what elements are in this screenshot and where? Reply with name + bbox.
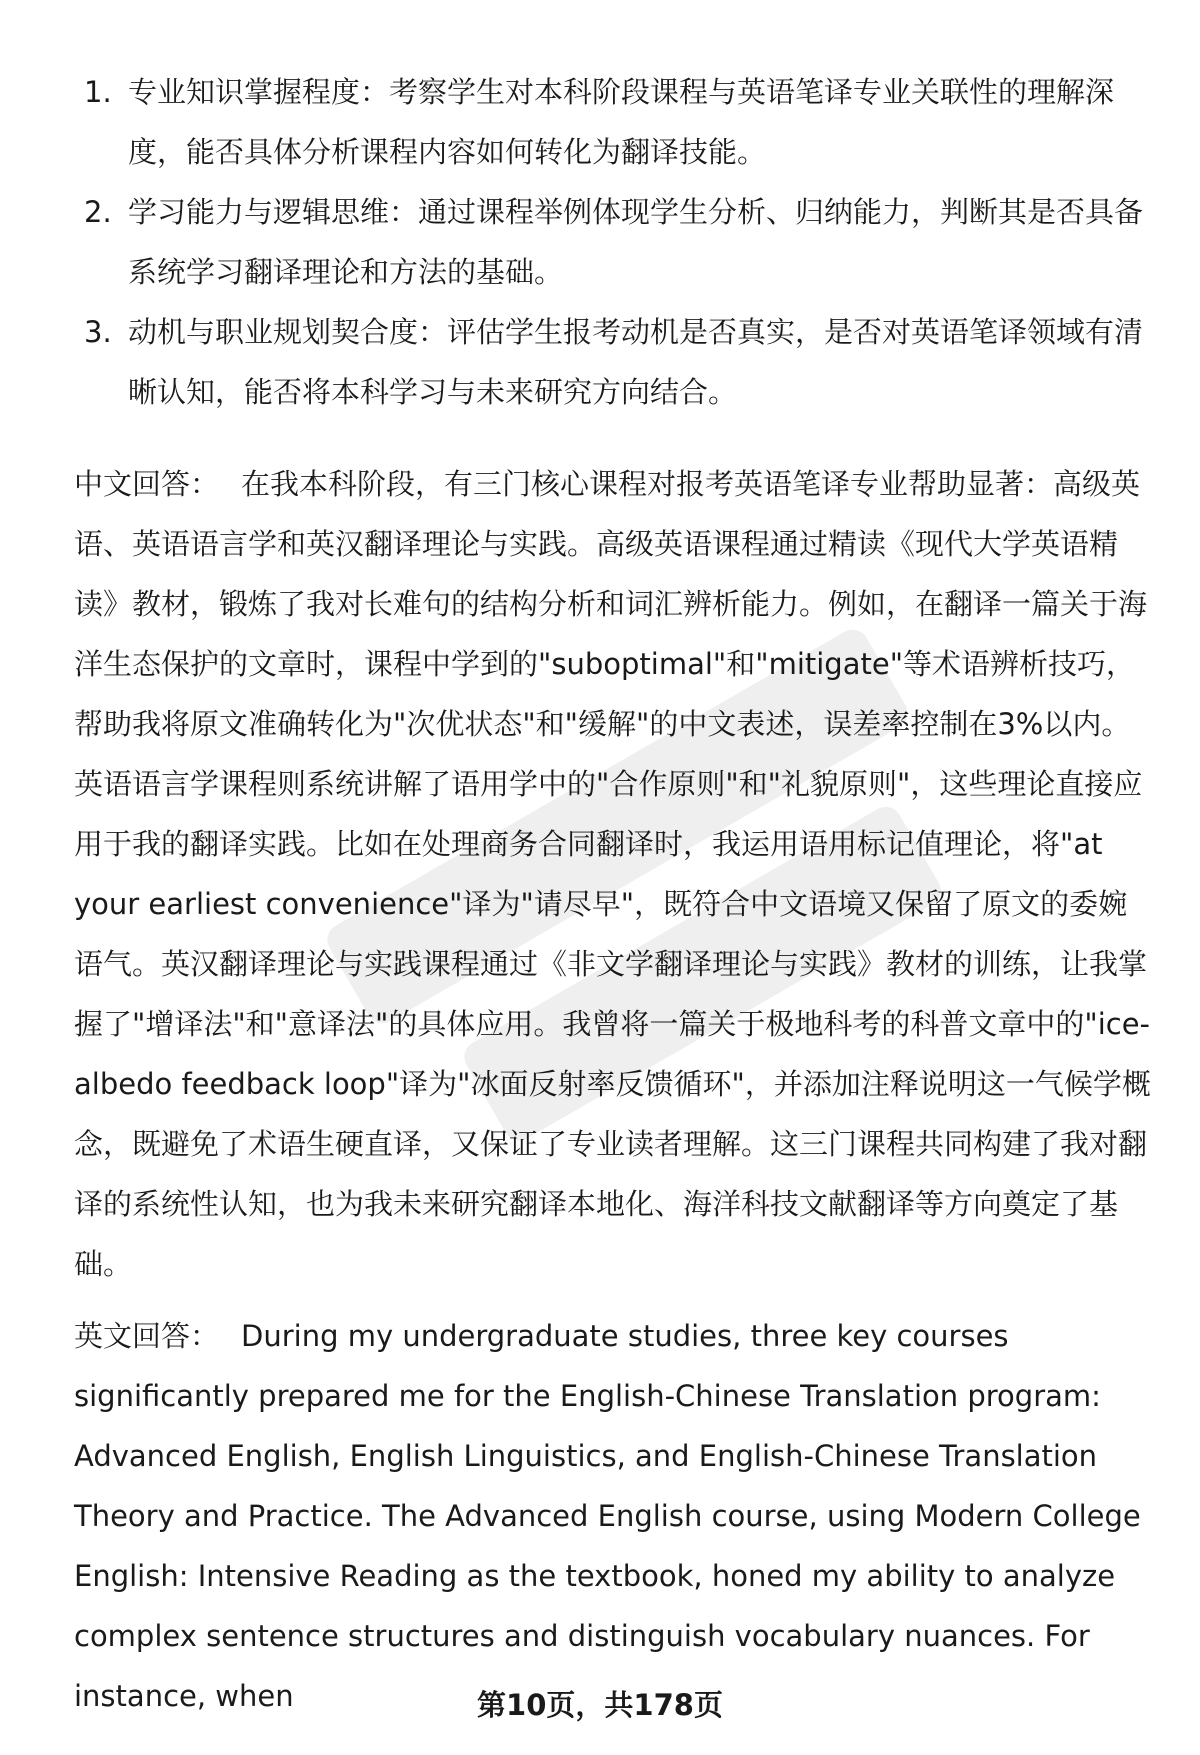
- chinese-answer-text: 在我本科阶段，有三门核心课程对报考英语笔译专业帮助显著：高级英语、英语语言学和英汉翻译理论与实践。高级英语课程通过精读《现代大学英语精读》教材，锻炼了我对长难句的结构分析和词汇辨析能力。例如，在翻译一篇关于海洋生态保护的文章时，课程中学到的"suboptimal"和"mitigate"等术语辨析技巧，帮助我将原文准确转化为"次优状态"和"缓解"的中文表述，误差率控制在3%以内。英语语言学课程则系统讲解了语用学中的"合作原则"和"礼貌原则"，这些理论直接应用于我的翻译实践。比如在处理商务合同翻译时，我运用语用标记值理论，将"at your earliest convenience"译为"请尽早"，既符合中文语境又保留了原文的委婉语气。英汉翻译理论与实践课程通过《非文学翻译理论与实践》教材的训练，让我掌握了"增译法"和"意译法"的具体应用。我曾将一篇关于极地科考的科普文章中的"ice-albedo feedback loop"译为"冰面反射率反馈循环"，并添加注释说明这一气候学概念，既避免了术语生硬直译，又保证了专业读者理解。这三门课程共同构建了我对翻译的系统性认知，也为我未来研究翻译本地化、海洋科技文献翻译等方向奠定了基础。: [74, 467, 1151, 1281]
- criteria-number: 2.: [84, 195, 112, 229]
- chinese-answer-label: 中文回答：: [74, 467, 220, 501]
- page-number-footer: 第10页，共178页: [477, 1688, 723, 1722]
- criteria-number: 3.: [84, 315, 112, 349]
- criteria-text: 专业知识掌握程度：考察学生对本科阶段课程与英语笔译专业关联性的理解深度，能否具体分析课程内容如何转化为翻译技能。: [128, 75, 1115, 169]
- criteria-number: 1.: [84, 75, 112, 109]
- criteria-text: 学习能力与逻辑思维：通过课程举例体现学生分析、归纳能力，判断其是否具备系统学习翻译理论和方法的基础。: [128, 195, 1144, 289]
- chinese-answer-paragraph: [74, 454, 1154, 1294]
- criteria-list: [84, 62, 1144, 422]
- criteria-item-3: [84, 302, 1144, 422]
- english-answer-text: During my undergraduate studies, three key courses significantly prepared me for the English-Chinese Translation program: Advanced English, English Linguistics, and English-Chinese Translation Theory and Practice. The Advanced English course, using Modern College English: Intensive Reading as the textbook, honed my ability to analyze complex sentence structures and distinguish vocabulary nuances. For instance, when: [74, 1319, 1141, 1713]
- criteria-item-2: [84, 182, 1144, 302]
- criteria-text: 动机与职业规划契合度：评估学生报考动机是否真实，是否对英语笔译领域有清晰认知，能否将本科学习与未来研究方向结合。: [128, 315, 1144, 409]
- criteria-item-1: [84, 62, 1144, 182]
- english-answer-paragraph: [74, 1306, 1154, 1726]
- english-answer-label: 英文回答：: [74, 1319, 220, 1353]
